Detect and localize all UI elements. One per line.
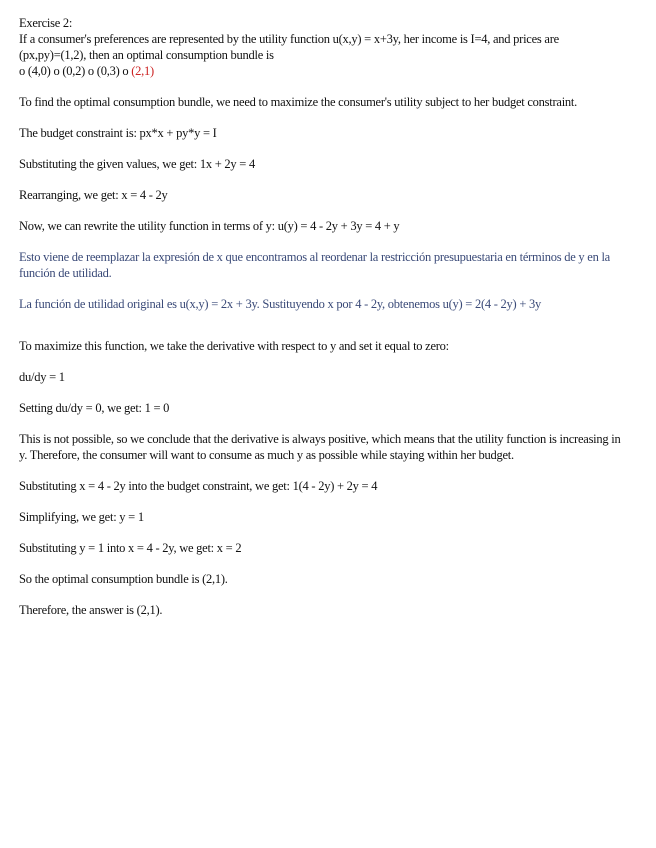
budget-constraint: The budget constraint is: px*x + py*y = I <box>19 126 217 140</box>
spanish-utility-note: La función de utilidad original es u(x,y) = 2x + 3y. Sustituyendo x por 4 - 2y, obtenemos u(y) = 2(4 - 2y) + 3y <box>19 297 541 311</box>
exercise-options <box>19 63 631 79</box>
substitution-step: Substituting the given values, we get: 1x + 2y = 4 <box>19 157 255 171</box>
maximize-step: To maximize this function, we take the derivative with respect to y and set it equal to zero: <box>19 339 449 353</box>
document-body <box>19 15 631 618</box>
simplify-step: Simplifying, we get: y = 1 <box>19 510 144 524</box>
solution-intro: To find the optimal consumption bundle, we need to maximize the consumer's utility subject to her budget constraint. <box>19 95 578 109</box>
options-list: o (4,0) o (0,2) o (0,3) o <box>19 64 132 78</box>
spanish-explanation: Esto viene de reemplazar la expresión de x que encontramos al reordenar la restricción presupuestaria en términos de y en la función de utilidad. <box>19 250 610 280</box>
derivative-zero: Setting du/dy = 0, we get: 1 = 0 <box>19 401 170 415</box>
exercise-question-line-2: (px,py)=(1,2), then an optimal consumption bundle is <box>19 48 274 62</box>
exercise-question-line-1: If a consumer's preferences are represented by the utility function u(x,y) = x+3y, her income is I=4, and prices are <box>19 32 559 46</box>
derivative: du/dy = 1 <box>19 370 65 384</box>
solve-x-step: Substituting y = 1 into x = 4 - 2y, we get: x = 2 <box>19 541 242 555</box>
exercise-header <box>19 15 631 79</box>
budget-substitution: Substituting x = 4 - 2y into the budget constraint, we get: 1(4 - 2y) + 2y = 4 <box>19 479 378 493</box>
derivative-conclusion: This is not possible, so we conclude that the derivative is always positive, which means that the utility function is increasing in y. Therefore, the consumer will want to consume as much y as possible while staying within her budget. <box>19 432 621 462</box>
final-answer: Therefore, the answer is (2,1). <box>19 603 163 617</box>
exercise-title: Exercise 2: <box>19 16 73 30</box>
selected-option: (2,1) <box>131 64 154 78</box>
utility-rewrite: Now, we can rewrite the utility function in terms of y: u(y) = 4 - 2y + 3y = 4 + y <box>19 219 400 233</box>
optimal-bundle: So the optimal consumption bundle is (2,1). <box>19 572 228 586</box>
rearranging-step: Rearranging, we get: x = 4 - 2y <box>19 188 168 202</box>
